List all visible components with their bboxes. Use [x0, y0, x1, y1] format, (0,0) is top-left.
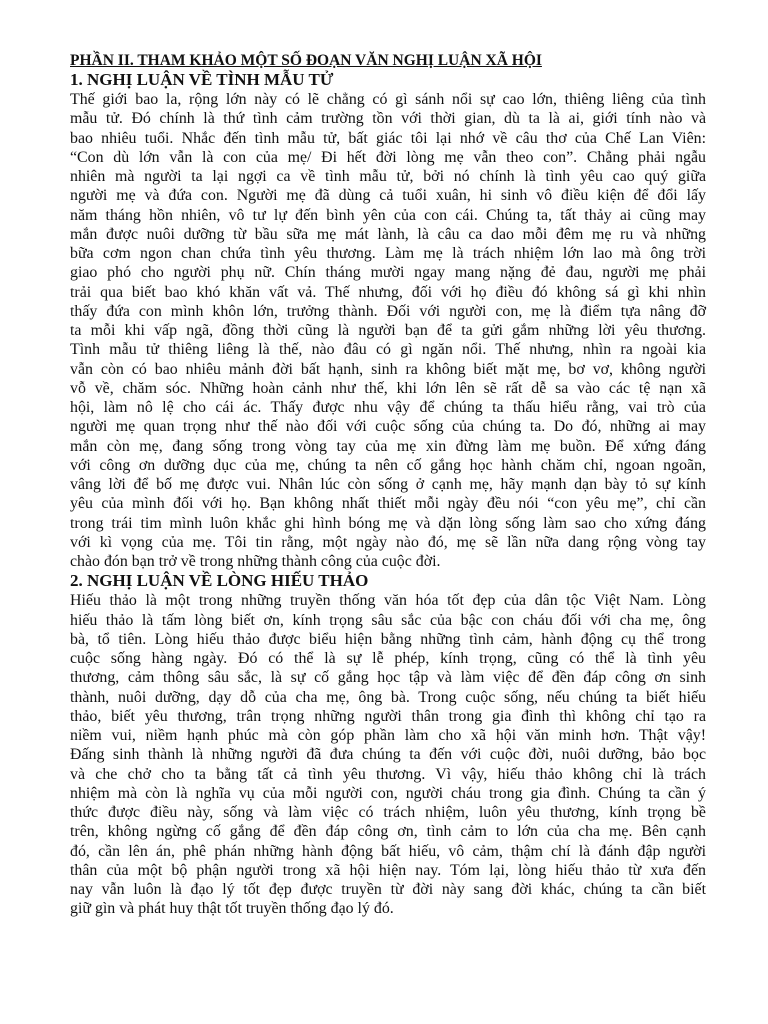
paragraph-line: chào đón bạn trở về trong những thành công của cuộc đời.: [70, 553, 441, 570]
paragraph-line: hội, làm nô lệ cho cái ác. Thấy được nhu vậy để chúng ta thấu hiểu rằng, vai trò của: [70, 399, 706, 416]
paragraph-line: mắn được nuôi dưỡng từ bầu sữa mẹ mát lành, là câu ca dao mỗi đêm mẹ ru và những: [70, 225, 706, 243]
paragraph-line: ta mỗi khi vấp ngã, đồng thời cũng là người bạn để ta gửi gắm những lời yêu thương.: [70, 322, 706, 339]
paragraph-line: với kì vọng của mẹ. Tôi tin rằng, một ngày nào đó, mẹ sẽ lần nữa dang rộng vòng tay: [70, 533, 706, 551]
paragraph-line: năm tháng hồn nhiên, vô tư lự đến bình yên của con cái. Chúng ta, tất thảy ai cũng may: [70, 206, 706, 224]
paragraph-line: giao phó cho người phụ nữ. Chín tháng mười ngay mang nặng đẻ đau, người mẹ phải: [70, 264, 706, 282]
paragraph-line: trải qua biết bao khó khăn vất vả. Thế nhưng, đối với họ điều đó không sá gì khi nhìn: [70, 283, 706, 301]
paragraph-line: Tình mẫu tử thiêng liêng là thế, nào đâu có gì ngăn nổi. Thế nhưng, nhìn ra ngoài kia: [70, 341, 706, 359]
paragraph-maternal-love: [70, 90, 706, 571]
paragraph-line: bữa cơm ngon chan chứa tình yêu thương. Làm mẹ là trách nhiệm lớn lao mà ông trời: [70, 245, 706, 262]
paragraph-line: và che chở cho ta bằng tất cả tình yêu thương. Vì vậy, hiếu thảo không chỉ là trách: [70, 765, 706, 783]
paragraph-line: nay vẫn luôn là đạo lý tốt đẹp được truyền từ đời này sang đời khác, chúng ta cần biết: [70, 881, 706, 898]
paragraph-line: thức được điều này, sống và làm việc có trách nhiệm, luôn yêu thương, kính trọng bề: [70, 804, 706, 821]
paragraph-line: thân của một bộ phận người trong xã hội hiện nay. Tóm lại, lòng hiếu thảo từ xưa đến: [70, 861, 706, 879]
paragraph-line: với công ơn dưỡng dục của mẹ, chúng ta nên cố gắng học hành chăm chỉ, ngoan ngoãn,: [70, 456, 706, 474]
paragraph-line: thảo, biết yêu thương, trân trọng những người thân trong gia đình thì không chỉ tạo ra: [70, 707, 706, 725]
paragraph-line: trong trái tim mình luôn khắc ghi hình bóng mẹ và dặn lòng sống làm sao cho xứng đáng: [70, 514, 706, 532]
paragraph-line: người mẹ quan trọng như thế nào đối với cuộc sống của chúng ta. Do đó, những ai may: [70, 418, 706, 436]
paragraph-line: vẫn còn có bao nhiêu mảnh đời bất hạnh, sinh ra không biết mặt mẹ, bơ vơ, không người: [70, 360, 706, 378]
paragraph-line: “Con dù lớn vẫn là con của mẹ/ Đi hết đời lòng mẹ vẫn theo con”. Chẳng phải ngẫu: [70, 148, 706, 166]
paragraph-line: cuộc sống hàng ngày. Đó có thể là sự lễ phép, kính trọng, cũng có thể là tình yêu: [70, 650, 706, 667]
paragraph-line: Thế giới bao la, rộng lớn này có lẽ chẳng có gì sánh nổi sự cao lớn, thiêng liêng của tình: [70, 91, 706, 108]
paragraph-line: trên, không ngừng cố gắng để đền đáp công ơn, tình cảm to lớn của cha mẹ. Bên cạnh: [70, 823, 706, 841]
paragraph-filial-piety: [70, 591, 706, 918]
paragraph-line: mẫu tử. Đó chính là thứ tình cảm trường tồn với thời gian, dù ta là ai, giới tính nào và: [70, 110, 706, 128]
section-heading-filial-piety: 2. NGHỊ LUẬN VỀ LÒNG HIẾU THẢO: [70, 571, 369, 591]
paragraph-line: vỗ về, chăm sóc. Những hoàn cảnh như thế, khi lớn lên sẽ rất dễ sa vào các tệ nạn xã: [70, 379, 706, 397]
paragraph-line: niềm vui, niềm hạnh phúc mà còn góp phần làm cho xã hội văn minh hơn. Thật vậy!: [70, 727, 706, 744]
paragraph-line: Đấng sinh thành là những người đã đưa chúng ta đến với cuộc đời, nuôi dưỡng, bảo bọc: [70, 746, 706, 764]
paragraph-line: thấy đứa con mình khôn lớn, trưởng thành. Đối với người con, mẹ là điểm tựa nâng đỡ: [70, 302, 706, 320]
paragraph-line: bao nhiêu tuổi. Nhắc đến tình mẫu tử, bất giác tôi lại nhớ về câu thơ của Chế Lan Viên:: [70, 129, 706, 147]
part-title: PHẦN II. THAM KHẢO MỘT SỐ ĐOẠN VĂN NGHỊ LUẬN XÃ HỘI: [70, 52, 542, 69]
paragraph-line: nhiệm mà còn là nghĩa vụ của mỗi người con, người cháu trong gia đình. Chúng ta cần ý: [70, 784, 706, 802]
paragraph-line: mắn còn mẹ, đang sống trong vòng tay của mẹ xin đừng làm mẹ buồn. Để xứng đáng: [70, 437, 706, 455]
paragraph-line: vâng lời để bố mẹ được vui. Nhân lúc còn sống ở cạnh mẹ, hãy mạnh dạn bày tỏ sự kính: [70, 476, 706, 493]
paragraph-line: Hiếu thảo là một trong những truyền thống văn hóa tốt đẹp của dân tộc Việt Nam. Lòng: [70, 592, 706, 610]
paragraph-line: nhiên mà người ta lại ngợi ca về tình mẫu tử, bởi nó chính là tình yêu cao quý giữa: [70, 168, 706, 185]
paragraph-line: hiếu thảo là tấm lòng biết ơn, kính trọng sâu sắc của bậc con cháu đối với cha mẹ, ông: [70, 611, 706, 629]
paragraph-line: thành, nuôi dưỡng, dạy dỗ của cha mẹ, ông bà. Trong cuộc sống, nếu chúng ta biết hiếu: [70, 688, 706, 706]
paragraph-line: đó, cần lên án, phê phán những hành động bất hiếu, vô cảm, thậm chí là đánh đập người: [70, 842, 706, 860]
paragraph-line: người mẹ và đứa con. Người mẹ đã dùng cả tuổi xuân, hi sinh vô điều kiện để đổi lấy: [70, 187, 706, 205]
section-heading-maternal-love: 1. NGHỊ LUẬN VỀ TÌNH MẪU TỬ: [70, 70, 334, 89]
paragraph-line: bà, tổ tiên. Lòng hiếu thảo được biểu hiện bằng những tình cảm, hành động cụ thể trong: [70, 630, 706, 648]
paragraph-line: thương, cảm thông sâu sắc, là sự cố gắng học tập và làm việc để đền đáp công ơn sinh: [70, 669, 706, 687]
paragraph-line: giữ gìn và phát huy thật tốt truyền thống đạo lý đó.: [70, 900, 394, 918]
paragraph-line: yêu của mình đối với họ. Bạn không nhất thiết mỗi ngày đều nói “con yêu mẹ”, chỉ cần: [70, 495, 706, 513]
